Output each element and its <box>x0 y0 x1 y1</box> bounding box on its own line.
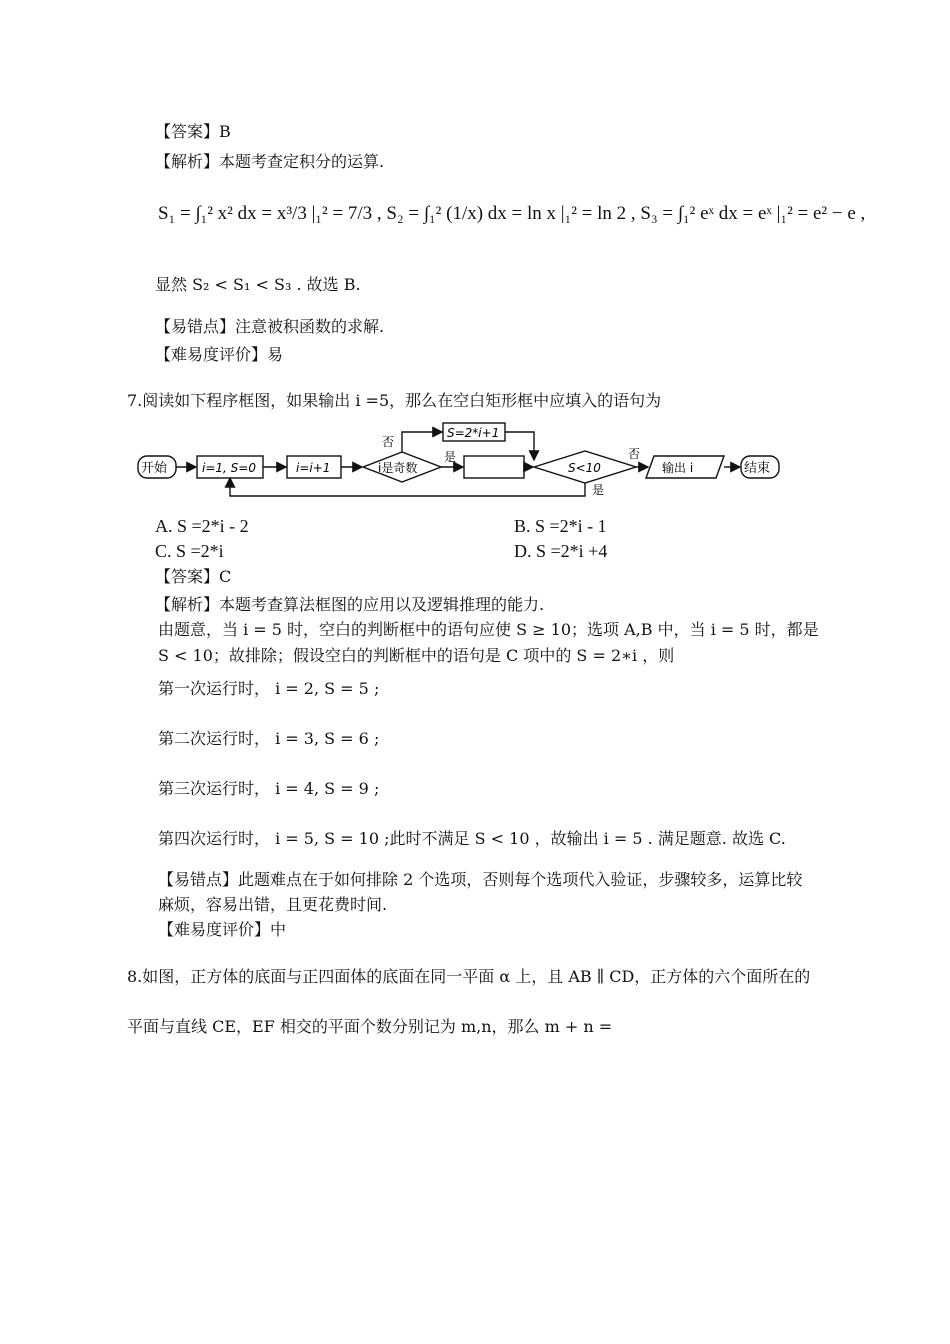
fc-yes1-label: 是 <box>444 450 457 464</box>
q7-option-b: B. S =2*i - 1 <box>514 516 607 536</box>
fc-incr-label: i=i+1 <box>296 461 331 475</box>
fc-no1-label: 否 <box>382 435 395 449</box>
q7-answer: 【答案】C <box>155 567 232 586</box>
q6-analysis: 【解析】本题考查定积分的运算. <box>155 152 385 171</box>
q7-run-4: 第四次运行时， i = 5, S = 10 ;此时不满足 S < 10 ，故输出 i = 5 . 满足题意. 故选 C. <box>158 829 786 848</box>
fc-init-label: i=1, S=0 <box>202 461 256 475</box>
q7-option-d: D. S =2*i +4 <box>514 541 608 561</box>
q7-mistake-1: 【易错点】此题难点在于如何排除 2 个选项，否则每个选项代入验证，步骤较多，运算比较 <box>158 870 803 889</box>
fc-no2-label: 否 <box>628 447 641 461</box>
q7-question: 7.阅读如下程序框图，如果输出 i =5，那么在空白矩形框中应填入的语句为 <box>127 391 662 410</box>
q7-explain-2: S < 10；故排除；假设空白的判断框中的语句是 C 项中的 S = 2∗i ，则 <box>158 646 675 665</box>
q8-line-1: 8.如图，正方体的底面与正四面体的底面在同一平面 α 上，且 AB ∥ CD，正方体的六个面所在的 <box>127 967 811 986</box>
q7-option-c: C. S =2*i <box>155 541 224 561</box>
q6-conclusion: 显然 S₂ < S₁ < S₃ . 故选 B. <box>155 275 361 294</box>
q6-answer: 【答案】B <box>155 122 231 141</box>
q6-formula: S₁ = ∫₁² x² dx = x³/3 |₁² = 7/3 , S₂ = ∫₁² (1/x) dx = ln x |₁² = ln 2 , S₃ = ∫₁² eˣ dx = eˣ |₁² = e² − e , <box>158 203 866 224</box>
q6-mistake: 【易错点】注意被积函数的求解. <box>155 317 385 336</box>
q7-difficulty: 【难易度评价】中 <box>158 920 287 939</box>
fc-start-label: 开始 <box>141 461 168 476</box>
fc-assign-label: S=2*i+1 <box>447 426 500 440</box>
q7-explain-1: 由题意，当 i = 5 时，空白的判断框中的语句应使 S ≥ 10；选项 A,B 中，当 i = 5 时，都是 <box>158 620 819 639</box>
q7-option-a: A. S =2*i - 2 <box>155 516 249 536</box>
q8-line-2: 平面与直线 CE，EF 相交的平面个数分别记为 m,n，那么 m + n = <box>127 1017 613 1036</box>
fc-decision-label: i是奇数 <box>378 461 418 475</box>
q7-run-2: 第二次运行时， i = 3, S = 6 ; <box>158 729 380 748</box>
q7-analysis: 【解析】本题考查算法框图的应用以及逻辑推理的能力. <box>155 595 545 614</box>
q7-run-3: 第三次运行时， i = 4, S = 9 ; <box>158 779 380 798</box>
fc-output-label: 输出 i <box>662 461 694 475</box>
q6-difficulty: 【难易度评价】易 <box>155 345 284 364</box>
fc-cond-label: S<10 <box>568 461 601 475</box>
q7-run-1: 第一次运行时， i = 2, S = 5 ; <box>158 679 380 698</box>
fc-blank-box <box>464 456 524 478</box>
q7-mistake-2: 麻烦，容易出错，且更花费时间. <box>158 895 388 914</box>
fc-end-label: 结束 <box>744 461 771 476</box>
q7-flowchart <box>130 418 790 500</box>
fc-yes2-label: 是 <box>592 483 605 497</box>
